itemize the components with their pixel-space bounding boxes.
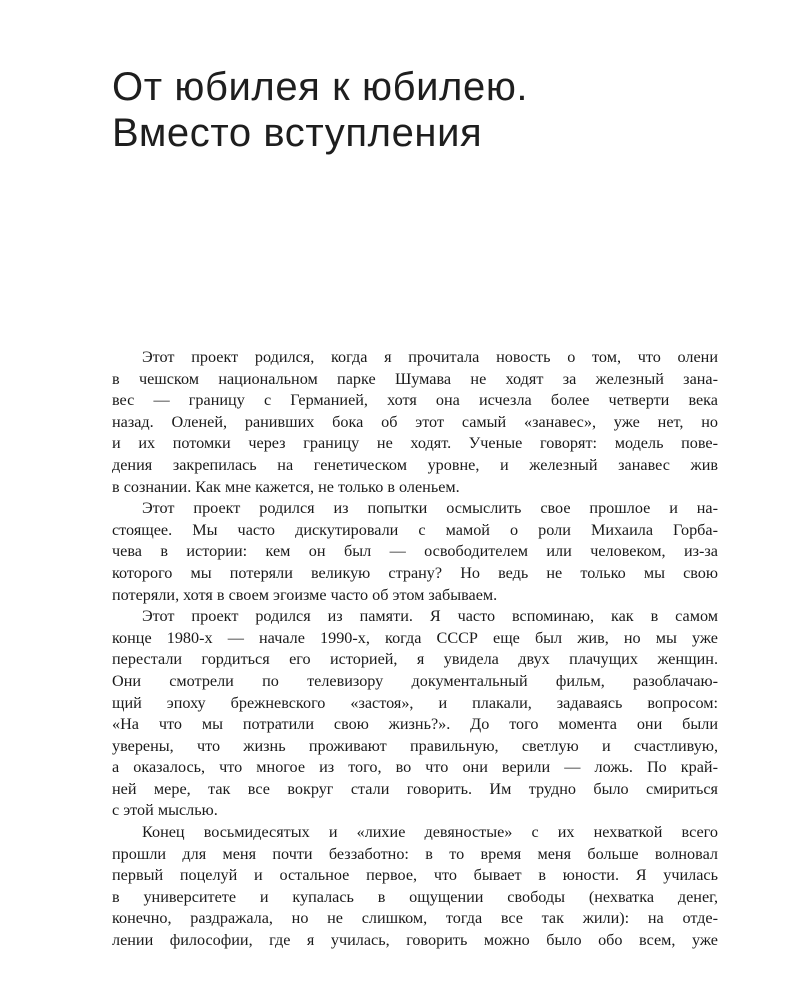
text-line: и их потомки через границу не ходят. Ученые говорят: модель пове- xyxy=(112,434,718,453)
text-line: вес — границу с Германией, хотя она исчезла более четверти века xyxy=(112,391,718,410)
text-line: первый поцелуй и остальное первое, что бывает в юности. Я училась xyxy=(112,866,718,885)
text-line: Этот проект родился из попытки осмыслить свое прошлое и на- xyxy=(142,499,718,518)
text-line: лении философии, где я училась, говорить можно было обо всем, уже xyxy=(112,931,718,950)
text-line: в университете и купалась в ощущении свободы (нехватка денег, xyxy=(112,887,718,906)
text-line: уверены, что жизнь проживают правильную, светлую и счастливую, xyxy=(112,736,718,755)
chapter-title-line-1: От юбилея к юбилею. xyxy=(112,65,529,109)
text-line: Конец восьмидесятых и «лихие девяностые» с их нехваткой всего xyxy=(142,823,718,842)
text-line: ней мере, так все вокруг стали говорить. Им трудно было смириться xyxy=(112,779,718,798)
text-line: прошли для меня почти беззаботно: в то время меня больше волновал xyxy=(112,844,718,863)
chapter-title xyxy=(112,64,732,156)
text-line: Этот проект родился, когда я прочитала новость о том, что олени xyxy=(142,348,718,366)
text-line: потеряли, хотя в своем эгоизме часто об этом забываем. xyxy=(112,585,498,604)
text-line: дения закрепилась на генетическом уровне, и железный занавес жив xyxy=(112,455,718,474)
text-line: а оказалось, что многое из того, во что они верили — ложь. По край- xyxy=(112,758,718,777)
text-line: Этот проект родился из памяти. Я часто вспоминаю, как в самом xyxy=(142,607,718,626)
text-line: «На что мы потратили свою жизнь?». До того момента они были xyxy=(112,715,718,734)
text-line: перестали гордиться его историей, я увидела двух плачущих женщин. xyxy=(112,650,718,669)
chapter-title-line-2: Вместо вступления xyxy=(112,111,483,155)
text-line: конечно, раздражала, но не слишком, тогда все так жили): на отде- xyxy=(112,909,718,928)
text-line: в чешском национальном парке Шумава не ходят за железный зана- xyxy=(112,369,718,388)
text-line: назад. Оленей, ранивших бока об этот самый «занавес», уже нет, но xyxy=(112,412,718,431)
text-line: в сознании. Как мне кажется, не только в оленьем. xyxy=(112,477,460,496)
text-line: стоящее. Мы часто дискутировали с мамой о роли Михаила Горба- xyxy=(112,520,718,539)
body-text xyxy=(112,347,718,952)
text-line: щий эпоху брежневского «застоя», и плакали, задаваясь вопросом: xyxy=(112,693,718,712)
text-line: конце 1980-х — начале 1990-х, когда СССР еще был жив, но мы уже xyxy=(112,628,718,647)
text-line: Они смотрели по телевизору документальный фильм, разоблачаю- xyxy=(112,671,718,690)
text-line: которого мы потеряли великую страну? Но ведь не только мы свою xyxy=(112,563,718,582)
text-line: с этой мыслью. xyxy=(112,801,218,820)
text-line: чева в истории: кем он был — освободителем или человеком, из-за xyxy=(112,542,718,561)
